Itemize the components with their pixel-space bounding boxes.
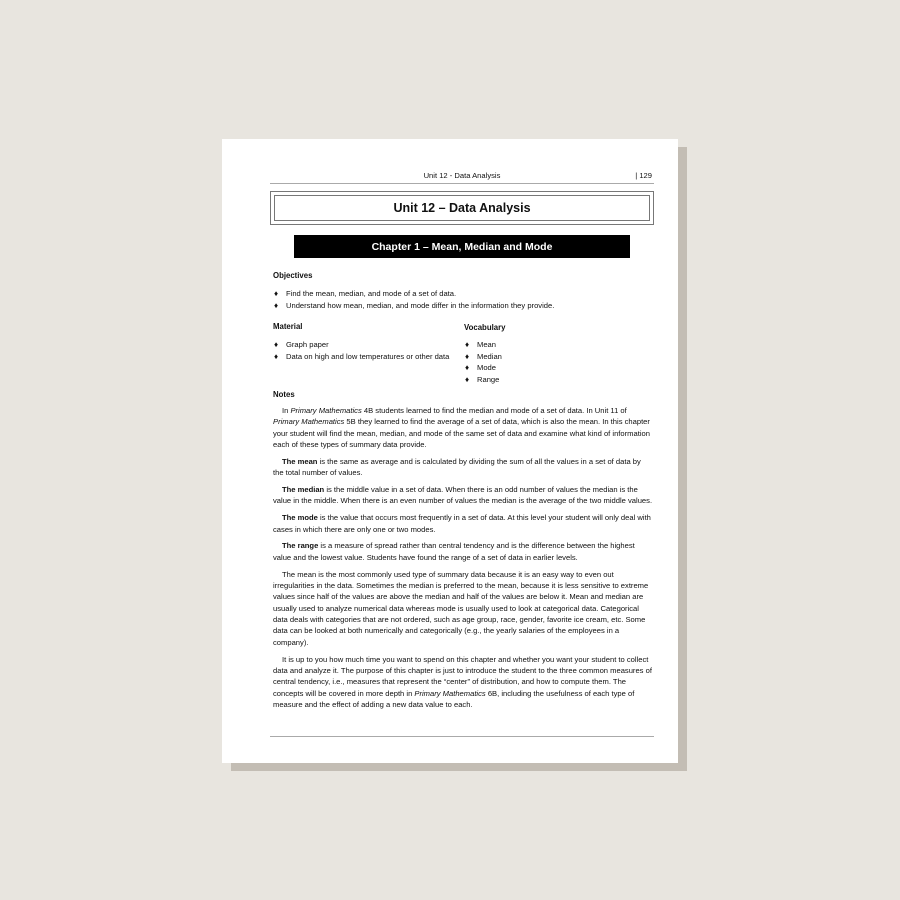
text-run: is a measure of spread rather than central tendency and is the difference between the highest value and the lowest value. Students have found the range of a set of data in earlier levels. xyxy=(273,541,635,562)
notes-paragraph xyxy=(273,512,653,535)
list-item: ♦ Find the mean, median, and mode of a set of data. xyxy=(274,288,652,300)
text-run: In xyxy=(282,406,291,415)
list-item: ♦ Mean xyxy=(465,339,605,351)
notes-paragraph: The mean is the most commonly used type of summary data because it is an easy way to even out irregularities in the data. Sometimes the median is preferred to the mean, because it is less sensitive to extreme values since half of the values are above the median and half of the values are below it. Mean and median are usually used to analyze numerical data whereas mode is usually used to look at categorical data. Categorical data deals with categories that are not ordered, such as age group, race, gender, favorite ice cream, etc. Some data can be looked at both numerically and categorically (e.g., the yearly salaries of the employees in a company). xyxy=(273,569,649,647)
book-title: Primary Mathematics xyxy=(273,417,345,427)
list-item: ♦ Understand how mean, median, and mode differ in the information they provide. xyxy=(274,300,652,312)
text-run: is the same as average and is calculated by dividing the sum of all the values in a set of data by the total number of values. xyxy=(273,456,641,478)
material-heading: Material xyxy=(273,322,303,331)
text-run: 5B they learned to find the average of a set of data, which is also the mean. In this chapter your student will find the mean, median, and mode of the same set of data and examine what kind of information each of these types of summary data provide. xyxy=(273,417,650,450)
text-run: is the middle value in a set of data. When there is an odd number of values the median is the value in the middle. When there is an even number of values the median is the average of the two middle values. xyxy=(273,485,653,506)
page-number: | 129 xyxy=(635,171,652,180)
document-page xyxy=(222,139,678,763)
notes-body xyxy=(273,405,653,716)
text-run: 6B, including the usefulness of each type of measure and the effect of adding a new data value to each. xyxy=(273,688,635,709)
book-title: Primary Mathematics xyxy=(414,688,486,698)
notes-paragraph xyxy=(273,654,653,711)
header-rule xyxy=(270,183,654,184)
list-item: ♦ Median xyxy=(465,351,605,363)
vocabulary-heading: Vocabulary xyxy=(464,323,506,332)
list-item: ♦ Range xyxy=(465,374,605,386)
text-run: is the value that occurs most frequently in a set of data. At this level your student will only deal with cases in which there are only one or two modes. xyxy=(273,513,651,534)
notes-paragraph xyxy=(273,484,653,507)
book-title: Primary Mathematics xyxy=(290,406,362,415)
unit-title-box xyxy=(270,191,654,225)
material-list xyxy=(274,339,454,362)
term: The range xyxy=(282,541,319,551)
term: The median xyxy=(282,485,325,495)
list-item: ♦ Data on high and low temperatures or other data xyxy=(274,351,454,363)
text-run: 4B students learned to find the median and mode of a set of data. In Unit 11 of xyxy=(361,406,627,415)
notes-paragraph xyxy=(273,540,653,563)
chapter-title: Chapter 1 – Mean, Median and Mode xyxy=(294,235,630,258)
term: The mode xyxy=(282,513,318,523)
running-title: Unit 12 - Data Analysis xyxy=(423,171,501,180)
objectives-list xyxy=(274,288,652,311)
list-item: ♦ Mode xyxy=(465,362,605,374)
list-item: ♦ Graph paper xyxy=(274,339,454,351)
notes-paragraph xyxy=(273,405,653,450)
objectives-heading: Objectives xyxy=(273,271,313,280)
vocabulary-list xyxy=(465,339,605,385)
footer-rule xyxy=(270,736,654,737)
text-run: It is up to you how much time you want to spend on this chapter and whether you want your student to collect data and analyze it. The purpose of this chapter is just to introduce the student to the three common measures of central tendency, i.e., measures that represent the “center” of distribution, and how to compute them. The concepts will be covered in more depth in xyxy=(273,654,652,698)
unit-title: Unit 12 – Data Analysis xyxy=(274,195,650,221)
notes-heading: Notes xyxy=(273,390,295,399)
term: The mean xyxy=(282,456,318,466)
notes-paragraph xyxy=(273,456,653,479)
